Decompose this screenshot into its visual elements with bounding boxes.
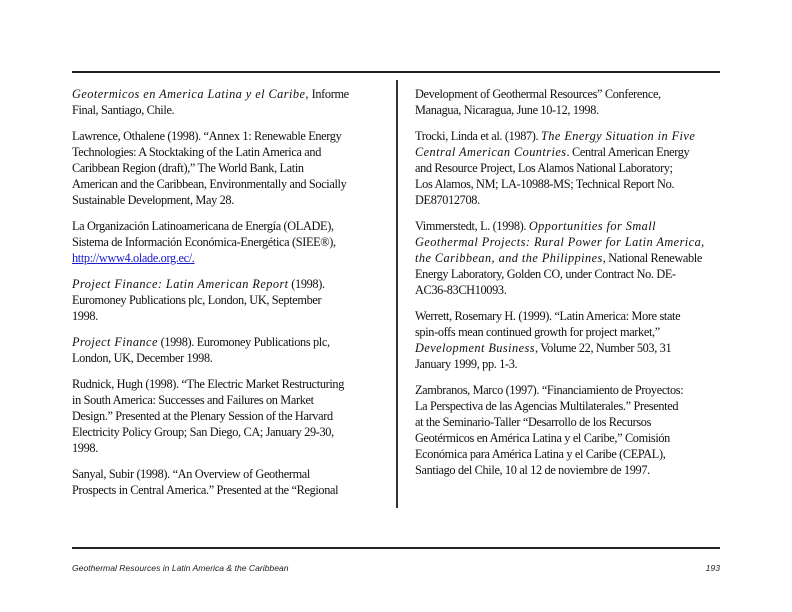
reference-line	[415, 86, 715, 102]
reference-text: 1998.	[72, 309, 98, 323]
reference-line	[415, 462, 715, 478]
reference-text: Technologies: A Stocktaking of the Latin America and	[72, 145, 322, 159]
reference-line	[72, 482, 372, 498]
reference-line	[72, 144, 372, 160]
reference-line	[415, 430, 715, 446]
reference-text: London, UK, December 1998.	[72, 351, 213, 365]
reference-line	[415, 282, 715, 298]
reference-line	[415, 192, 715, 208]
reference-text: , National Renewable	[602, 251, 702, 265]
reference-line	[72, 234, 372, 250]
reference-line	[415, 356, 715, 372]
reference-entry	[72, 86, 372, 118]
reference-title-italic: Project Finance: Latin American Report	[72, 277, 289, 291]
reference-title-italic: Opportunities for Small	[528, 219, 656, 233]
reference-line	[72, 440, 372, 456]
reference-line	[72, 424, 372, 440]
reference-line	[72, 466, 372, 482]
reference-line	[415, 234, 715, 250]
reference-text: . Central American Energy	[566, 145, 690, 159]
reference-title-italic: the Caribbean, and the Philippines	[415, 251, 603, 265]
reference-text: Lawrence, Othalene (1998). “Annex 1: Renewable Energy	[72, 129, 342, 143]
reference-text: American and the Caribbean, Environmentally and Socially	[72, 177, 347, 191]
reference-line	[72, 292, 372, 308]
reference-text: Sanyal, Subir (1998). “An Overview of Geothermal	[72, 467, 310, 481]
reference-text: 1998.	[72, 441, 98, 455]
reference-line	[415, 446, 715, 462]
reference-text: at the Seminario-Taller “Desarrollo de los Recursos	[415, 415, 652, 429]
reference-text: (1998). Euromoney Publications plc,	[157, 335, 330, 349]
reference-entry	[415, 382, 715, 478]
top-rule	[72, 71, 720, 73]
reference-text: Final, Santiago, Chile.	[72, 103, 175, 117]
reference-line	[72, 276, 372, 292]
reference-line	[415, 324, 715, 340]
reference-line	[72, 86, 372, 102]
reference-text: Electricity Policy Group; San Diego, CA; January 29-30,	[72, 425, 334, 439]
reference-entry	[72, 334, 372, 366]
reference-text: Euromoney Publications plc, London, UK, September	[72, 293, 322, 307]
reference-entry	[72, 466, 372, 498]
reference-text: Design.” Presented at the Plenary Session of the Harvard	[72, 409, 333, 423]
reference-link[interactable]: http://www4.olade.org.ec/.	[72, 251, 195, 265]
reference-text: in South America: Successes and Failures on Market	[72, 393, 314, 407]
reference-text: Los Alamos, NM; LA-10988-MS; Technical Report No.	[415, 177, 675, 191]
references-left-column	[72, 86, 372, 508]
reference-line	[72, 250, 372, 266]
reference-line	[415, 250, 715, 266]
reference-text: Geotérmicos en América Latina y el Caribe,” Comisión	[415, 431, 670, 445]
reference-text: (1998).	[288, 277, 325, 291]
footer-title: Geothermal Resources in Latin America & the Caribbean	[72, 563, 289, 573]
reference-line	[72, 192, 372, 208]
reference-text: Development of Geothermal Resources” Conference,	[415, 87, 661, 101]
reference-line	[72, 218, 372, 234]
reference-line	[72, 408, 372, 424]
reference-entry	[72, 376, 372, 456]
reference-entry	[415, 218, 715, 298]
reference-text: spin-offs mean continued growth for project market,”	[415, 325, 660, 339]
reference-line	[415, 266, 715, 282]
reference-text: Trocki, Linda et al. (1987).	[415, 129, 542, 143]
reference-text: Prospects in Central America.” Presented at the “Regional	[72, 483, 339, 497]
reference-text: Santiago del Chile, 10 al 12 de noviembre de 1997.	[415, 463, 650, 477]
reference-line	[72, 350, 372, 366]
reference-title-italic: Geothermal Projects: Rural Power for Latin America,	[415, 235, 705, 249]
reference-line	[415, 144, 715, 160]
reference-text: , Volume 22, Number 503, 31	[534, 341, 672, 355]
reference-line	[415, 308, 715, 324]
reference-title-italic: Central American Countries	[415, 145, 567, 159]
reference-line	[72, 160, 372, 176]
reference-text: La Organización Latinoamericana de Energía (OLADE),	[72, 219, 334, 233]
reference-text: Informe	[308, 87, 349, 101]
reference-text: January 1999, pp. 1-3.	[415, 357, 518, 371]
reference-text: DE87012708.	[415, 193, 480, 207]
reference-entry	[72, 128, 372, 208]
reference-text: Managua, Nicaragua, June 10-12, 1998.	[415, 103, 599, 117]
reference-line	[415, 414, 715, 430]
reference-line	[415, 340, 715, 356]
reference-entry	[415, 128, 715, 208]
column-divider	[396, 80, 398, 508]
references-right-column	[415, 86, 715, 488]
reference-entry	[415, 308, 715, 372]
reference-line	[72, 392, 372, 408]
reference-line	[72, 334, 372, 350]
reference-line	[72, 308, 372, 324]
reference-title-italic: Project Finance	[72, 335, 158, 349]
reference-title-italic: Geotermicos en America Latina y el Caribe,	[72, 87, 309, 101]
reference-line	[72, 102, 372, 118]
reference-line	[72, 176, 372, 192]
reference-text: Económica para América Latina y el Caribe (CEPAL),	[415, 447, 666, 461]
reference-text: Rudnick, Hugh (1998). “The Electric Market Restructuring	[72, 377, 345, 391]
reference-line	[415, 160, 715, 176]
reference-title-italic: Development Business	[415, 341, 535, 355]
reference-text: Sistema de Información Económica-Energética (SIEE®),	[72, 235, 336, 249]
reference-line	[415, 398, 715, 414]
reference-line	[72, 376, 372, 392]
reference-text: and Resource Project, Los Alamos National Laboratory;	[415, 161, 673, 175]
page-number: 193	[705, 563, 720, 573]
reference-text: Sustainable Development, May 28.	[72, 193, 234, 207]
reference-text: Zambranos, Marco (1997). “Financiamiento de Proyectos:	[415, 383, 684, 397]
reference-text: Werrett, Rosemary H. (1999). “Latin America: More state	[415, 309, 681, 323]
reference-text: AC36-83CH10093.	[415, 283, 507, 297]
reference-entry	[415, 86, 715, 118]
reference-line	[415, 102, 715, 118]
bottom-rule	[72, 547, 720, 549]
reference-line	[415, 218, 715, 234]
reference-line	[415, 176, 715, 192]
reference-text: La Perspectiva de las Agencias Multilaterales.” Presented	[415, 399, 679, 413]
reference-entry	[72, 218, 372, 266]
reference-entry	[72, 276, 372, 324]
reference-text: Energy Laboratory, Golden CO, under Contract No. DE-	[415, 267, 676, 281]
reference-line	[415, 128, 715, 144]
reference-line	[72, 128, 372, 144]
reference-text: Caribbean Region (draft),” The World Bank, Latin	[72, 161, 304, 175]
reference-title-italic: The Energy Situation in Five	[541, 129, 696, 143]
reference-text: Vimmerstedt, L. (1998).	[415, 219, 529, 233]
reference-line	[415, 382, 715, 398]
